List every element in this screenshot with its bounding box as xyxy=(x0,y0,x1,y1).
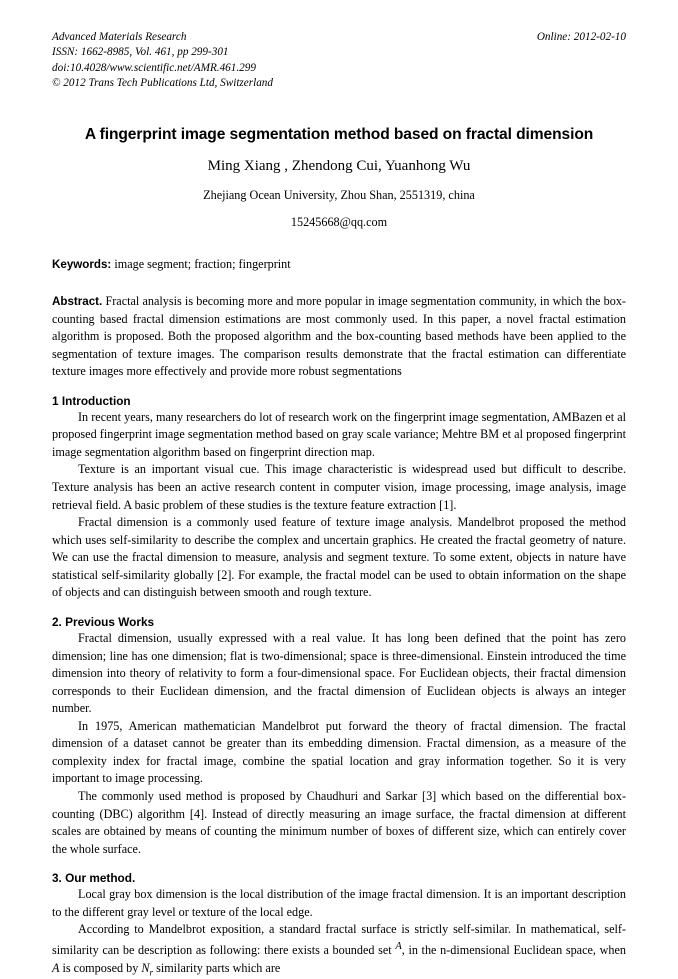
paragraph: Texture is an important visual cue. This image characteristic is widespread used but difficult to describe. Texture analysis has been an active research content in computer vision, image processing, image analysis, image retrieval field. A basic problem of these studies is the texture feature extraction [1]. xyxy=(52,462,626,512)
header-left-block xyxy=(52,30,273,92)
math-subscript-r: r xyxy=(149,967,154,977)
paragraph: The commonly used method is proposed by Chaudhuri and Sarkar [3] which based on the differential box-counting (DBC) algorithm [4]. Instead of directly measuring an image surface, the fractal dimension at different scales are obtained by means of counting the minimum number of boxes of different size, which can entirely cover the whole surface. xyxy=(52,789,626,856)
paragraph: In 1975, American mathematician Mandelbrot put forward the theory of fractal dimension. The fractal dimension of a dataset cannot be greater than its embedding dimension. Fractal dimension, as a measure of the complexity index for fractal image, combine the spatial location and gray information together. So it is very important to image processing. xyxy=(52,718,626,786)
author-list xyxy=(52,158,626,175)
paragraph: Local gray box dimension is the local distribution of the image fractal dimension. It is an important description to the different gray level or texture of the local edge. xyxy=(52,887,626,919)
paragraph: Fractal dimension is a commonly used feature of texture image analysis. Mandelbrot proposed the method which uses self-similarity to describe the complex and uncertain graphics. He created the fractal geometry of nature. We can use the fractal dimension to measure, analysis and segment texture. To some extent, objects in nature have statistical self-similarity globally [2]. For example, the fractal model can be used to obtain information on the shape of objects and can distinguish between smooth and rough texture. xyxy=(52,515,626,600)
abstract-text: Fractal analysis is becoming more and more popular in image segmentation community, in which the box-counting based fractal dimension estimations are most commonly used. In this paper, a novel fractal estimation algorithm is proposed. Both the proposed algorithm and the box-counting based methods have been applied to the segmentation of texture images. The comparison results demonstrate that the fractal estimation can differentiate texture images more effectively and provide more robust segmentations xyxy=(52,293,626,379)
page-header xyxy=(52,30,626,92)
section-heading-introduction: 1 Introduction xyxy=(52,393,131,408)
online-date: Online: 2012-02-10 xyxy=(536,31,626,43)
math-text-part-4: similarity parts which are xyxy=(153,960,281,975)
abstract-label: Abstract. xyxy=(52,294,103,308)
affiliation: Zhejiang Ocean University, Zhou Shan, 2551319, china xyxy=(203,187,475,202)
paragraph: Fractal dimension, usually expressed with a real value. It has long been defined that the point has zero dimension; line has one dimension; flat is two-dimensional; space is three-dimensional. Einstein introduced the time dimension into theory of relativity to form a four-dimensional space. For Euclidean objects, their fractal dimension corresponds to their Euclidean dimension, and the fractal dimension of Euclidean objects is always an integer number. xyxy=(52,630,626,716)
contact-email: 15245668@qq.com xyxy=(290,214,388,229)
issn-line: ISSN: 1662-8985, Vol. 461, pp 299-301 xyxy=(52,46,229,59)
keywords-text: image segment; fraction; fingerprint xyxy=(111,256,291,271)
keywords-block xyxy=(52,257,626,272)
header-right-block xyxy=(537,30,626,45)
math-variable-a: A xyxy=(395,940,402,952)
keywords-label: Keywords: xyxy=(52,257,112,271)
math-variable-a-second: A xyxy=(52,960,60,975)
journal-name: Advanced Materials Research xyxy=(52,31,187,43)
paragraph-with-math xyxy=(52,921,626,979)
math-text-part-3: is composed by xyxy=(59,960,142,975)
author-names: Ming Xiang , Zhendong Cui, Yuanhong Wu xyxy=(207,157,471,174)
math-variable-n: N xyxy=(141,960,150,975)
math-text-part-1: According to Mandelbrot exposition, a standard fractal surface is strictly self-similar. In mathematical, self-similarity can be description as following: there exists a bounded set xyxy=(52,922,626,957)
page-title: A fingerprint image segmentation method based on fractal dimension xyxy=(84,125,594,143)
copyright-line: © 2012 Trans Tech Publications Ltd, Switzerland xyxy=(52,77,273,90)
section-heading-our-method: 3. Our method. xyxy=(52,871,136,886)
section-heading-previous-works: 2. Previous Works xyxy=(52,614,155,629)
abstract-block xyxy=(52,293,626,381)
paragraph: In recent years, many researchers do lot of research work on the fingerprint image segmentation, AMBazen et al proposed fingerprint image segmentation method based on gray scale variance; Mehtre BM et al proposed fingerprint image segmentation algorithm based on fingerprint direction map. xyxy=(52,409,626,459)
doi-line: doi:10.4028/www.scientific.net/AMR.461.299 xyxy=(52,61,256,74)
math-text-part-2: , in the n-dimensional Euclidean space, when xyxy=(401,943,626,957)
